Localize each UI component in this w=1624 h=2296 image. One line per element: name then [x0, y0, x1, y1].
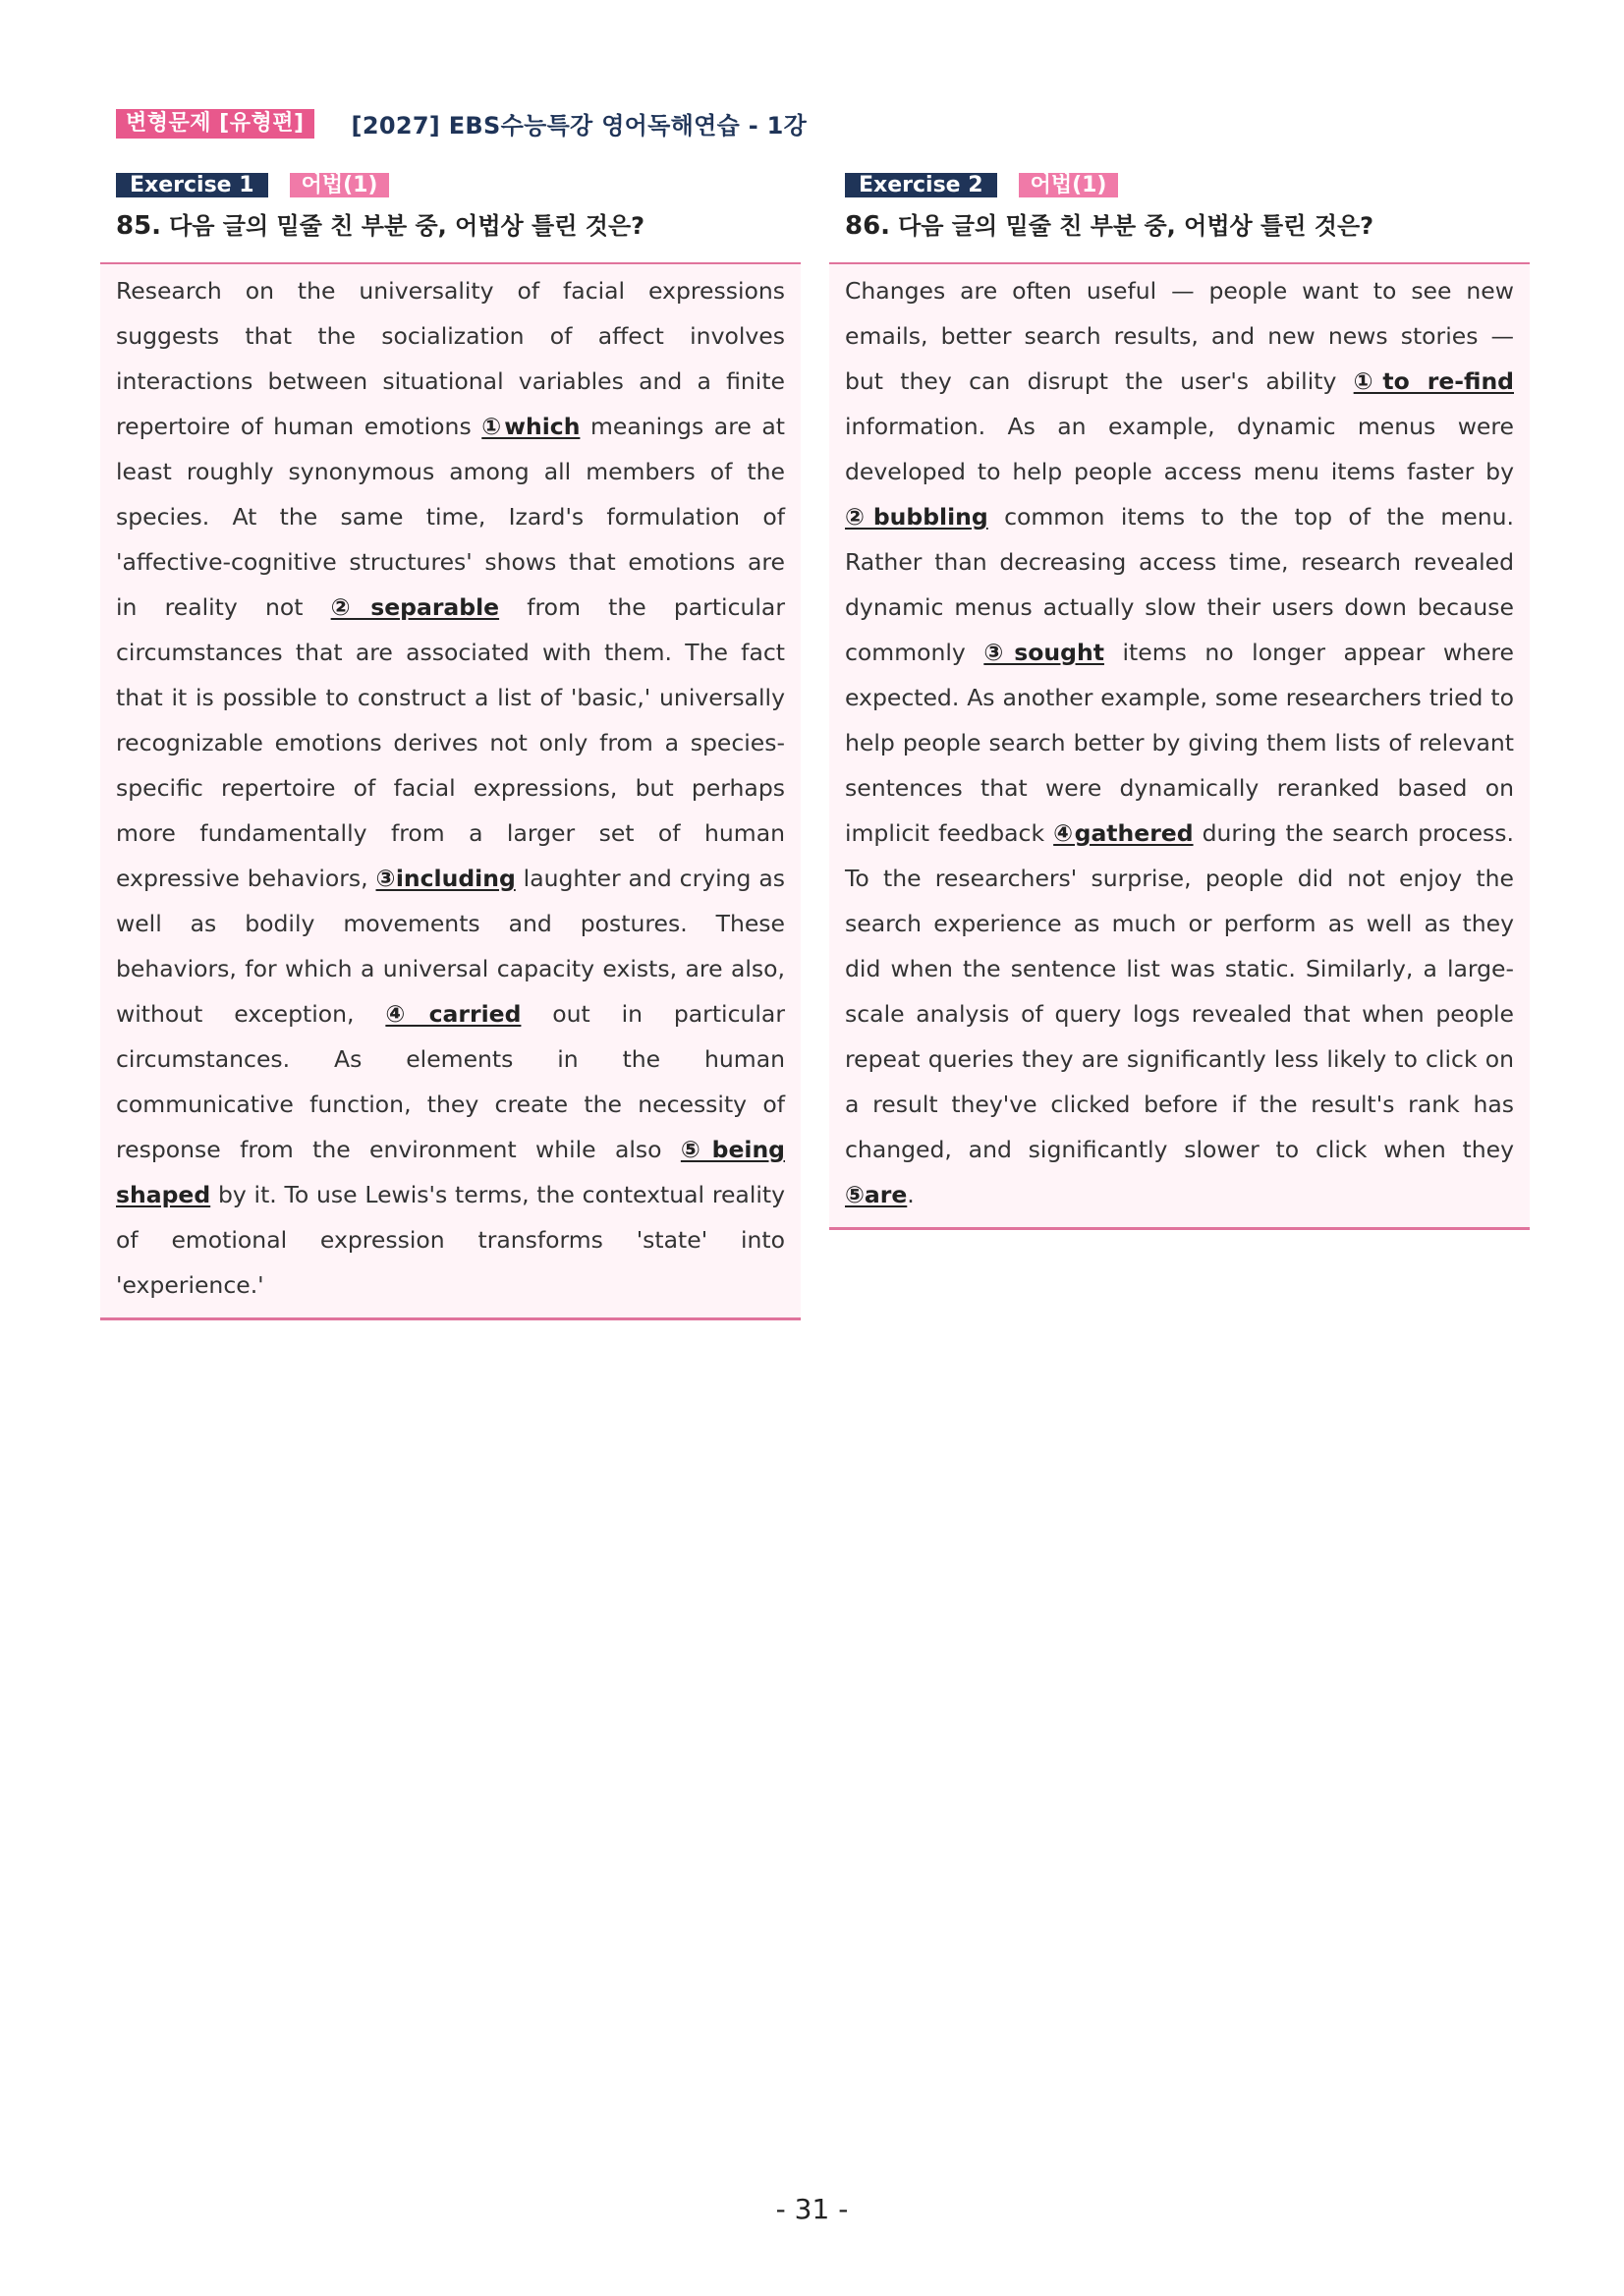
type-badge: 변형문제 [유형편] [116, 109, 314, 139]
passage-text: Changes are often useful — people want to see new emails, better search results, and new news stories — but they can disrupt the user's ability ①to re-find information. As an example, dynamic menus were developed to help people access menu items faster by ②bubbling common items to the top of the menu. Rather than decreasing access time, research revealed dynamic menus actually slow their users down because commonly ③sought items no longer appear where expected. As another example, some researchers tried to help people search better by giving them lists of relevant sentences that were dynamically reranked based on implicit feedback ④gathered during the search process. To the researchers' surprise, people did not enjoy the search experience as much or perform as well as they did when the sentence list was static. Similarly, a large-scale analysis of query logs revealed that when people repeat queries they are significantly less likely to click on a result they've clicked before if the result's rank has changed, and significantly slower to click when they ⑤are. [845, 277, 1515, 1208]
question-number: 85. [116, 211, 162, 241]
exercise-badge: Exercise 2 [845, 173, 997, 197]
question-text: 다음 글의 밑줄 친 부분 중, 어법상 틀린 것은? [898, 212, 1374, 240]
page-title: [2027] EBS수능특강 영어독해연습 - 1강 [351, 112, 808, 140]
underlined-choice: ④carried [385, 1000, 522, 1028]
exercise-tag-row [829, 172, 1530, 197]
question-number: 86. [845, 211, 891, 241]
passage-text: Research on the universality of facial expressions suggests that the socialization of affect involves interactions between situational variables and a finite repertoire of human emotions ①which meanings are at least roughly synonymous among all members of the species. At the same time, Izard's formulation of 'affective-cognitive structures' shows that emotions are in reality not ②separable from the particular circumstances that are associated with them. The fact that it is possible to construct a list of 'basic,' universally recognizable emotions derives not only from a species-specific repertoire of facial expressions, but perhaps more fundamentally from a larger set of human expressive behaviors, ③including laughter and crying as well as bodily movements and postures. These behaviors, for which a universal capacity exists, are also, without exception, ④carried out in particular circumstances. As elements in the human communicative function, they create the necessity of response from the environment while also ⑤being shaped by it. To use Lewis's terms, the contextual reality of emotional expression transforms 'state' into 'experience.' [116, 277, 786, 1299]
page-header [116, 106, 807, 140]
underlined-choice: ②separable [330, 593, 500, 621]
underlined-choice: ⑤are [845, 1181, 908, 1208]
category-badge: 어법(1) [290, 173, 390, 197]
exercise-1 [100, 172, 801, 1320]
underlined-choice: ①which [481, 413, 581, 440]
exercise-tag-row [100, 172, 801, 197]
exercise-badge: Exercise 1 [116, 173, 268, 197]
exercise-2 [829, 172, 1530, 1230]
underlined-choice: ③including [375, 865, 516, 892]
passage-box [100, 262, 801, 1320]
underlined-choice: ⑤being shaped [116, 1136, 786, 1208]
question [829, 209, 1530, 243]
underlined-choice: ③sought [983, 639, 1104, 666]
category-badge: 어법(1) [1019, 173, 1119, 197]
question [100, 209, 801, 243]
underlined-choice: ①to re-find [1353, 367, 1514, 395]
question-text: 다음 글의 밑줄 친 부분 중, 어법상 틀린 것은? [169, 212, 645, 240]
page-number: - 31 - [775, 2193, 849, 2225]
underlined-choice: ④gathered [1053, 819, 1194, 847]
passage-box [829, 262, 1530, 1230]
underlined-choice: ②bubbling [845, 503, 988, 531]
